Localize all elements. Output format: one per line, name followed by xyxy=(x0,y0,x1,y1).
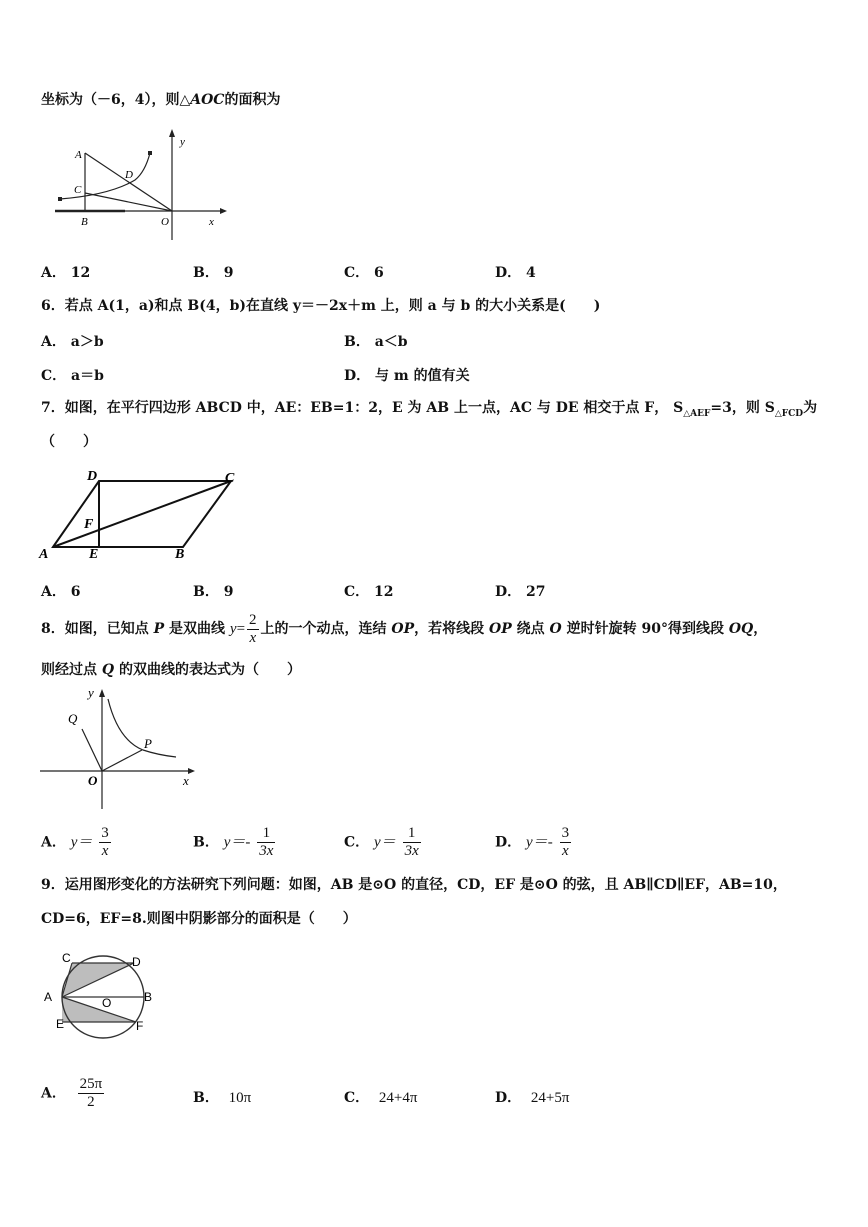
q6-option-c: C． a＝b xyxy=(41,368,104,384)
q9-label-b: B xyxy=(144,990,153,1004)
q9-label-d: D xyxy=(132,955,141,969)
q5-figure xyxy=(50,125,230,245)
q5-stem: 坐标为（－6，4），则△AOC的面积为 xyxy=(41,92,281,108)
q7-stem: 7．如图，在平行四边形 ABCD 中，AE：EB=1：2，E 为 AB 上一点，AC 与 DE 相交于点 F， $S_{\triangle AEF}=3$，则 $S_{\triangle FCD}$为 xyxy=(41,400,818,419)
q8-stem-line2: 则经过点 Q 的双曲线的表达式为（ ） xyxy=(41,662,301,678)
q8-figure xyxy=(38,685,198,815)
q6-option-b: B． a＜b xyxy=(344,334,408,350)
q7-option-a: A． 6 xyxy=(41,584,81,600)
q5-option-a: A． 12 xyxy=(41,265,91,281)
q9-label-c: C xyxy=(62,951,71,965)
q8-option-d: D． y＝- $\frac{3}{x}$ xyxy=(495,825,570,859)
q6-stem: 6．若点 A(1，a)和点 B(4，b)在直线 y＝－2x＋m 上，则 a 与 b 的大小关系是( ) xyxy=(41,298,601,314)
q5-label-b: B xyxy=(81,216,88,228)
q5-label-o: O xyxy=(161,216,169,228)
q8-option-b: B． y＝- $\frac{1}{3x}$ xyxy=(193,825,274,859)
q8-label-o: O xyxy=(88,773,98,788)
q7-label-d: D xyxy=(87,469,98,484)
q9-option-a: A． $\frac{25\pi}{2}$ xyxy=(41,1076,103,1110)
q9-label-a: A xyxy=(44,990,53,1004)
q9-option-d: D． 24+5π xyxy=(495,1090,570,1106)
q9-stem-line2: CD=6，EF=8.则图中阴影部分的面积是（ ） xyxy=(41,911,357,927)
q8-option-c: C． y＝ $\frac{1}{3x}$ xyxy=(344,825,419,859)
q7-label-f: F xyxy=(84,517,94,532)
q8-label-x: x xyxy=(183,773,189,788)
q7-label-e: E xyxy=(89,547,99,562)
q5-option-b: B． 9 xyxy=(193,265,234,281)
q5-option-d: D． 4 xyxy=(495,265,536,281)
q9-label-e: E xyxy=(56,1017,65,1031)
q6-option-d: D． 与 m 的值有关 xyxy=(344,368,470,384)
q5-label-d: D xyxy=(125,169,133,181)
q8-label-q: Q xyxy=(68,711,78,726)
q8-stem-fraction: $\frac{2}{x}$ xyxy=(249,611,257,646)
q9-option-b: B． 10π xyxy=(193,1090,252,1106)
q7-option-b: B． 9 xyxy=(193,584,234,600)
q7-paren: （ ） xyxy=(41,434,97,450)
q7-option-d: D． 27 xyxy=(495,584,546,600)
q9-label-o: O xyxy=(102,996,112,1010)
q5-option-c: C． 6 xyxy=(344,265,384,281)
q5-label-y: y xyxy=(180,136,185,148)
q8-label-p: P xyxy=(144,736,152,751)
q5-label-x: x xyxy=(209,216,214,228)
q7-label-a: A xyxy=(39,547,49,562)
q7-label-b: B xyxy=(175,547,185,562)
q7-label-c: C xyxy=(225,471,235,486)
q9-label-f: F xyxy=(136,1019,144,1033)
q5-label-c: C xyxy=(74,184,82,196)
q7-figure xyxy=(35,465,250,565)
q8-label-y: y xyxy=(88,685,94,700)
q8-option-a: A． y＝ $\frac{3}{x}$ xyxy=(41,825,109,859)
q5-label-a: A xyxy=(75,149,82,161)
q9-option-c: C． 24+4π xyxy=(344,1090,418,1106)
q6-option-a: A． a＞b xyxy=(41,334,104,350)
q7-option-c: C． 12 xyxy=(344,584,394,600)
q8-stem-line1: 8．如图，已知点 P 是双曲线 y= $\frac{2}{x}$ 上的一个动点，连结 OP，若将线段 OP 绕点 O 逆时针旋转 90°得到线段 OQ， xyxy=(41,611,768,646)
q9-figure xyxy=(38,950,168,1040)
q9-stem-line1: 9．运用图形变化的方法研究下列问题：如图，AB 是⊙O 的直径，CD，EF 是⊙O 的弦，且 AB∥CD∥EF，AB=10， xyxy=(41,877,787,893)
